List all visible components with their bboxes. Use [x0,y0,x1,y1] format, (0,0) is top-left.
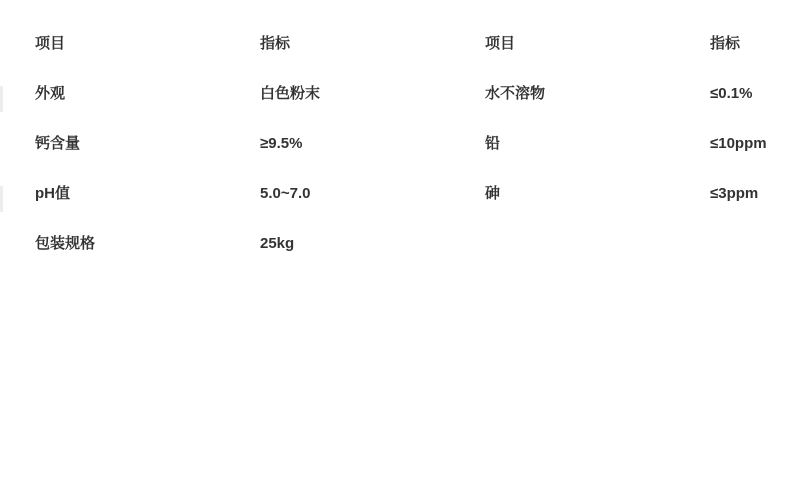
spec-item-value: ≤10ppm [710,134,767,152]
product-spec-table [35,18,800,268]
spec-item-name: 水不溶物 [485,84,546,102]
left-header-spec: 指标 [260,34,291,52]
clipped-edge-fragment [0,86,3,112]
spec-item-value: ≤0.1% [710,84,753,102]
left-header-item: 项目 [35,34,66,52]
spec-item-value: ≤3ppm [710,184,759,202]
clipped-edge-fragment [0,186,3,212]
spec-item-name: 包装规格 [35,234,96,252]
right-header-item: 项目 [485,34,516,52]
spec-item-name: 铅 [485,134,501,152]
spec-item-name: pH值 [35,184,70,202]
spec-item-name: 钙含量 [35,134,81,152]
spec-item-value: 白色粉末 [260,84,321,102]
spec-item-name: 外观 [35,84,66,102]
right-header-spec: 指标 [710,34,741,52]
spec-item-value: 25kg [260,234,295,252]
spec-item-value: ≥9.5% [260,134,303,152]
spec-item-value: 5.0~7.0 [260,184,311,202]
spec-item-name: 砷 [485,184,501,202]
